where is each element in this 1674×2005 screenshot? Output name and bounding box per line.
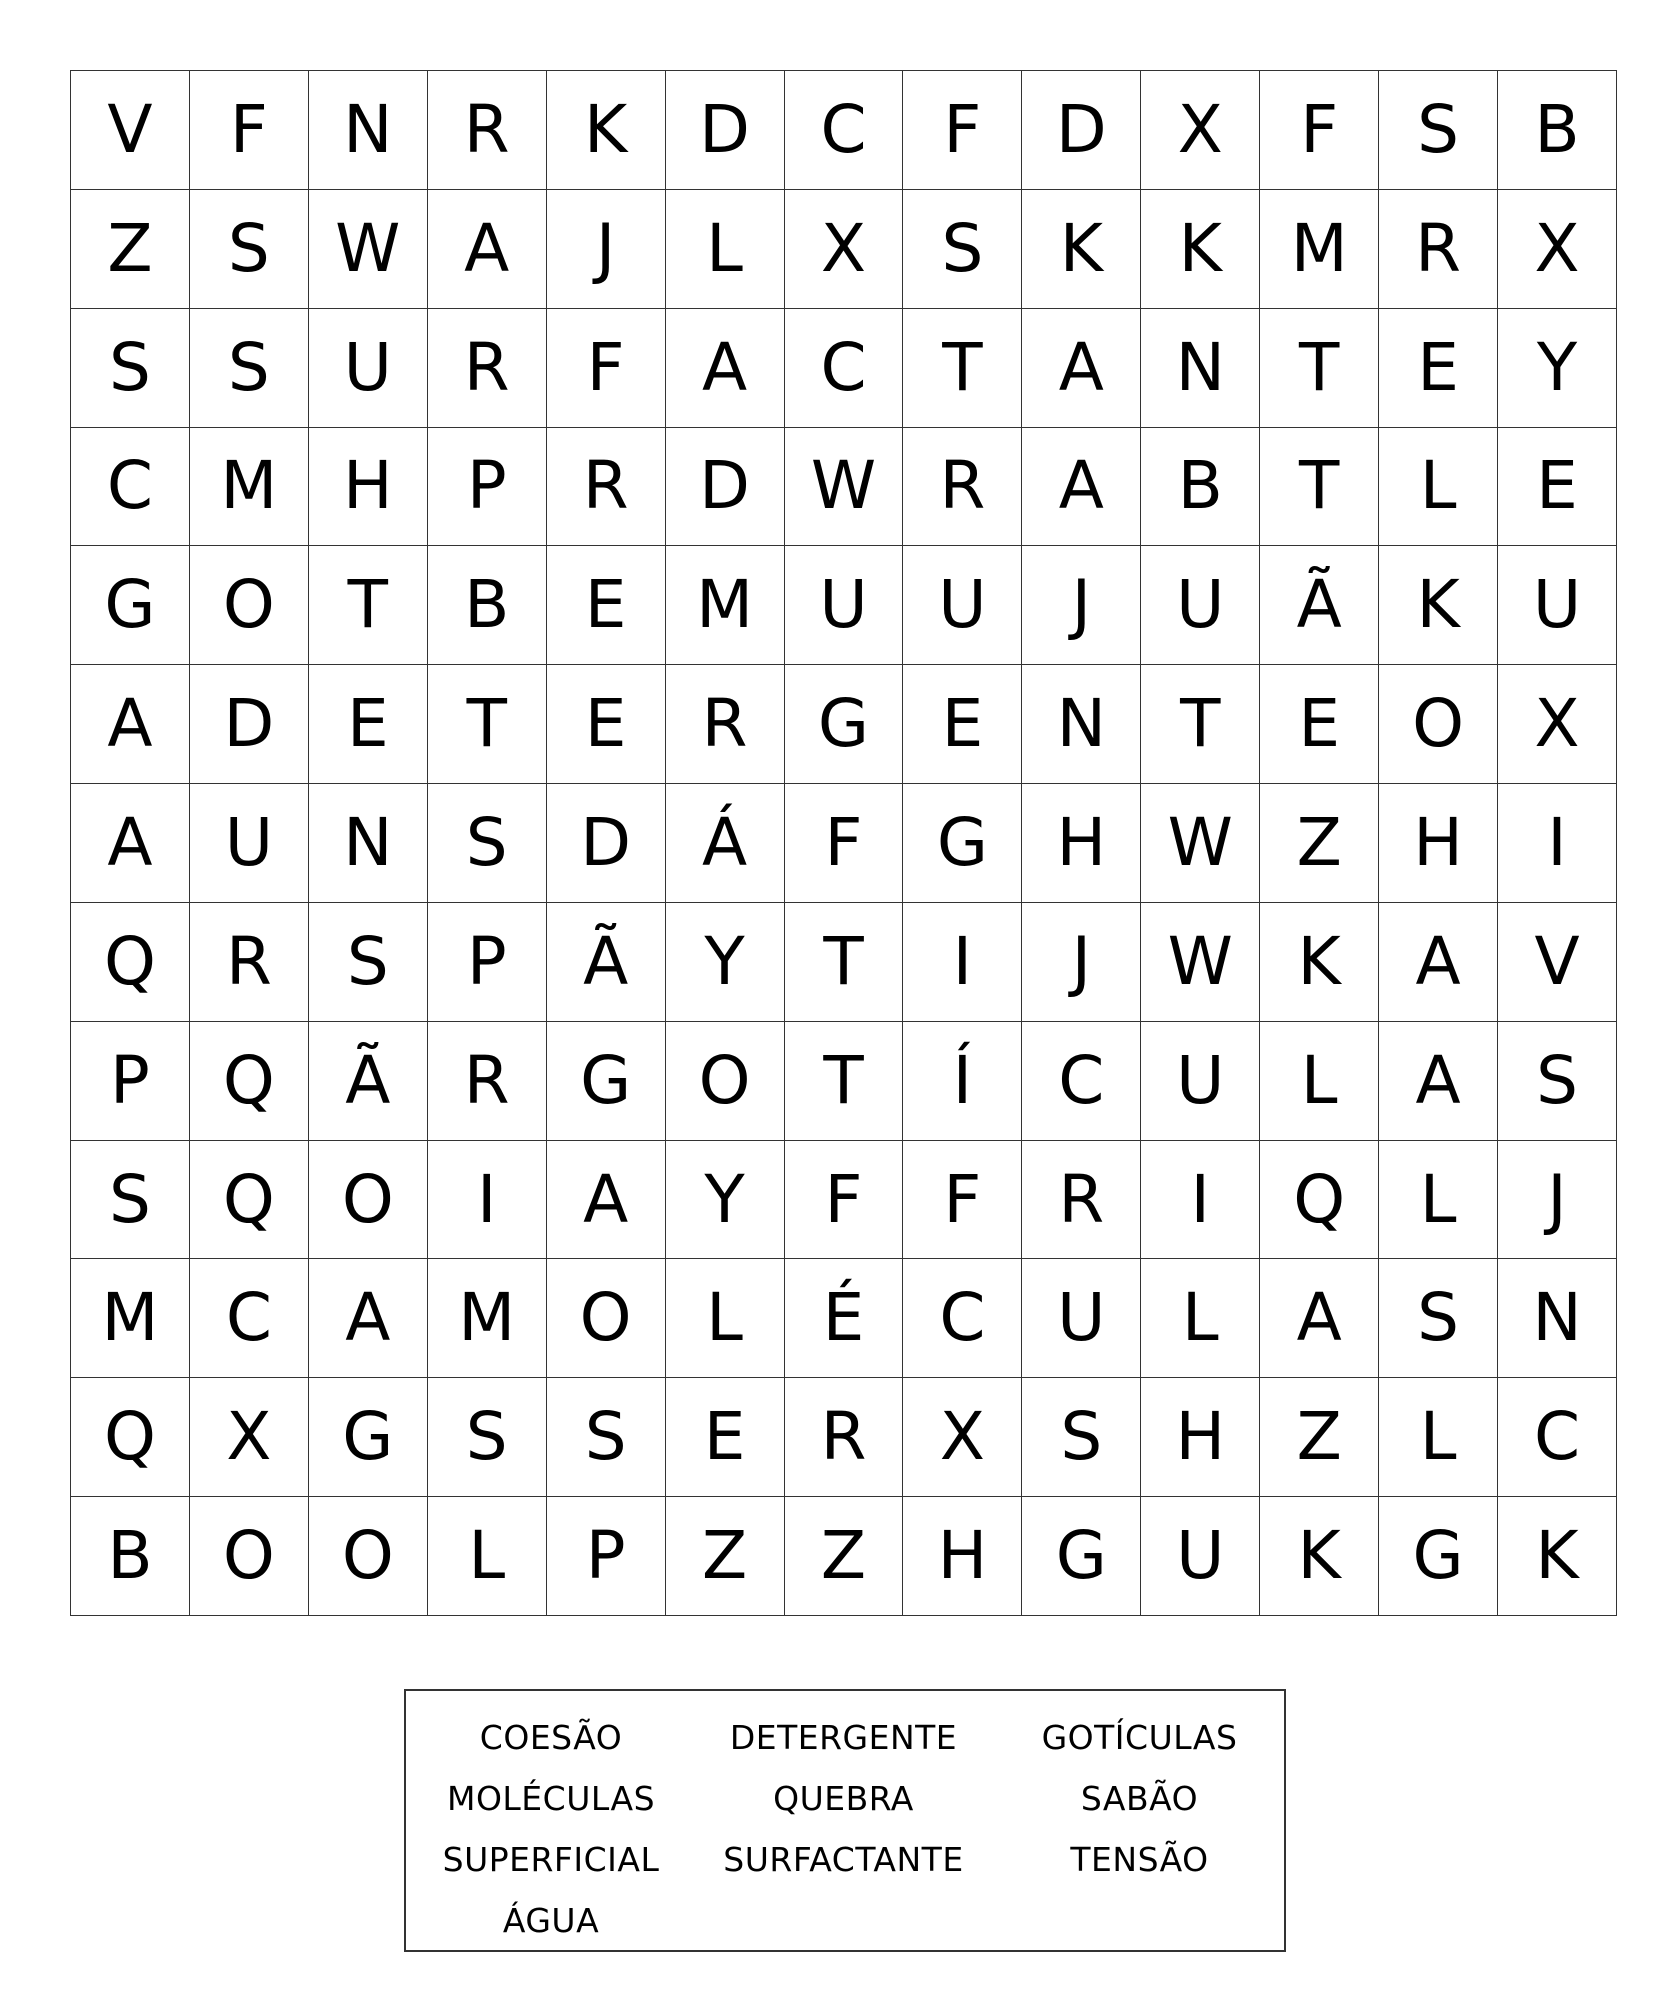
grid-cell[interactable]: F [785, 784, 904, 903]
grid-cell[interactable]: U [1141, 546, 1260, 665]
grid-cell[interactable]: H [903, 1497, 1022, 1616]
grid-cell[interactable]: Q [1260, 1141, 1379, 1260]
grid-cell[interactable]: M [1260, 190, 1379, 309]
grid-cell[interactable]: S [547, 1378, 666, 1497]
grid-cell[interactable]: T [309, 546, 428, 665]
grid-cell[interactable]: A [1379, 1022, 1498, 1141]
grid-cell[interactable]: K [547, 71, 666, 190]
grid-cell[interactable]: R [428, 1022, 547, 1141]
grid-cell[interactable]: S [309, 903, 428, 1022]
grid-cell[interactable]: E [1260, 665, 1379, 784]
grid-cell[interactable]: R [785, 1378, 904, 1497]
grid-cell[interactable]: T [903, 309, 1022, 428]
grid-cell[interactable]: É [785, 1259, 904, 1378]
word-list-item: QUEBRA [773, 1779, 914, 1818]
grid-cell[interactable]: T [428, 665, 547, 784]
grid-cell[interactable]: X [1498, 190, 1617, 309]
grid-cell[interactable]: G [71, 546, 190, 665]
grid-cell[interactable]: J [1498, 1141, 1617, 1260]
grid-cell[interactable]: I [1141, 1141, 1260, 1260]
grid-cell[interactable]: P [547, 1497, 666, 1616]
grid-cell[interactable]: G [547, 1022, 666, 1141]
grid-cell[interactable]: S [428, 784, 547, 903]
grid-cell[interactable]: Q [71, 1378, 190, 1497]
grid-cell[interactable]: Z [785, 1497, 904, 1616]
grid-cell[interactable]: L [1379, 1378, 1498, 1497]
grid-cell[interactable]: K [1379, 546, 1498, 665]
grid-cell[interactable]: G [309, 1378, 428, 1497]
grid-cell[interactable]: G [785, 665, 904, 784]
grid-cell[interactable]: Q [71, 903, 190, 1022]
grid-cell[interactable]: S [190, 309, 309, 428]
word-list-item: DETERGENTE [729, 1718, 958, 1757]
grid-cell[interactable]: S [1498, 1022, 1617, 1141]
grid-cell[interactable]: G [1022, 1497, 1141, 1616]
grid-cell[interactable]: M [190, 428, 309, 547]
word-list-item: SUPERFICIAL [442, 1840, 660, 1879]
grid-cell[interactable]: U [1498, 546, 1617, 665]
grid-cell[interactable]: W [1141, 784, 1260, 903]
grid-cell[interactable]: N [1022, 665, 1141, 784]
grid-cell[interactable]: D [190, 665, 309, 784]
grid-cell[interactable]: J [1022, 546, 1141, 665]
grid-cell[interactable]: E [547, 546, 666, 665]
grid-cell[interactable]: K [1260, 1497, 1379, 1616]
word-list-item: SURFACTANTE [723, 1840, 964, 1879]
grid-cell[interactable]: M [428, 1259, 547, 1378]
grid-cell[interactable]: L [666, 1259, 785, 1378]
grid-cell[interactable]: C [1498, 1378, 1617, 1497]
grid-cell[interactable]: R [1022, 1141, 1141, 1260]
grid-cell[interactable]: U [1141, 1022, 1260, 1141]
word-list-item: GOTÍCULAS [1041, 1718, 1238, 1757]
grid-cell[interactable]: B [71, 1497, 190, 1616]
grid-cell[interactable]: O [309, 1141, 428, 1260]
grid-cell[interactable]: S [903, 190, 1022, 309]
grid-cell[interactable]: A [666, 309, 785, 428]
grid-cell[interactable]: A [428, 190, 547, 309]
grid-cell[interactable]: I [1498, 784, 1617, 903]
word-search-grid [70, 70, 1617, 1616]
grid-cell[interactable]: F [1260, 71, 1379, 190]
grid-cell[interactable]: N [1498, 1259, 1617, 1378]
grid-cell[interactable]: A [71, 665, 190, 784]
grid-cell[interactable]: L [1379, 1141, 1498, 1260]
grid-cell[interactable]: L [666, 190, 785, 309]
grid-cell[interactable]: X [785, 190, 904, 309]
grid-cell[interactable]: X [190, 1378, 309, 1497]
grid-cell[interactable]: D [666, 428, 785, 547]
grid-cell[interactable]: A [547, 1141, 666, 1260]
grid-cell[interactable]: D [547, 784, 666, 903]
grid-cell[interactable]: U [1022, 1259, 1141, 1378]
grid-cell[interactable]: F [785, 1141, 904, 1260]
grid-cell[interactable]: F [903, 1141, 1022, 1260]
grid-cell[interactable]: E [309, 665, 428, 784]
grid-cell[interactable]: N [309, 71, 428, 190]
word-list-item: COESÃO [479, 1718, 623, 1757]
grid-cell[interactable]: Z [71, 190, 190, 309]
grid-cell[interactable]: R [428, 309, 547, 428]
grid-cell[interactable]: L [1379, 428, 1498, 547]
grid-cell[interactable]: T [1141, 665, 1260, 784]
grid-cell[interactable]: H [1141, 1378, 1260, 1497]
grid-cell[interactable]: Y [666, 1141, 785, 1260]
word-list-item: ÁGUA [502, 1901, 600, 1940]
grid-cell[interactable]: L [428, 1497, 547, 1616]
word-list [406, 1707, 1284, 1951]
grid-cell[interactable]: B [1498, 71, 1617, 190]
grid-cell[interactable]: B [1141, 428, 1260, 547]
grid-cell[interactable]: U [903, 546, 1022, 665]
grid-cell[interactable]: I [428, 1141, 547, 1260]
grid-cell[interactable]: Ã [309, 1022, 428, 1141]
grid-cell[interactable]: G [1379, 1497, 1498, 1616]
grid-cell[interactable]: X [1498, 665, 1617, 784]
grid-cell[interactable]: R [190, 903, 309, 1022]
grid-cell[interactable]: A [309, 1259, 428, 1378]
grid-cell[interactable]: R [547, 428, 666, 547]
grid-cell[interactable]: U [1141, 1497, 1260, 1616]
grid-cell[interactable]: S [1022, 1378, 1141, 1497]
grid-cell[interactable]: R [666, 665, 785, 784]
word-list-item: SABÃO [1080, 1779, 1199, 1818]
grid-cell[interactable]: O [547, 1259, 666, 1378]
grid-cell[interactable]: Q [190, 1022, 309, 1141]
grid-cell[interactable]: D [1022, 71, 1141, 190]
grid-cell[interactable]: J [1022, 903, 1141, 1022]
grid-cell[interactable]: O [309, 1497, 428, 1616]
grid-cell[interactable]: S [71, 1141, 190, 1260]
grid-cell[interactable]: B [428, 546, 547, 665]
word-list-item: TENSÃO [1070, 1840, 1209, 1879]
grid-cell[interactable]: C [71, 428, 190, 547]
grid-cell[interactable]: O [190, 1497, 309, 1616]
grid-cell[interactable]: E [666, 1378, 785, 1497]
grid-cell[interactable]: Ã [547, 903, 666, 1022]
grid-cell[interactable]: K [1022, 190, 1141, 309]
grid-cell[interactable]: N [1141, 309, 1260, 428]
grid-cell[interactable]: O [1379, 665, 1498, 784]
grid-cell[interactable]: R [903, 428, 1022, 547]
grid-cell[interactable]: R [1379, 190, 1498, 309]
grid-cell[interactable]: M [666, 546, 785, 665]
grid-cell[interactable]: U [190, 784, 309, 903]
grid-cell[interactable]: E [903, 665, 1022, 784]
grid-cell[interactable]: O [190, 546, 309, 665]
grid-cell[interactable]: E [1379, 309, 1498, 428]
grid-cell[interactable]: N [309, 784, 428, 903]
grid-cell[interactable]: M [71, 1259, 190, 1378]
grid-cell[interactable]: L [1260, 1022, 1379, 1141]
grid-cell[interactable]: T [785, 1022, 904, 1141]
grid-cell[interactable]: H [1379, 784, 1498, 903]
grid-cell[interactable]: C [785, 71, 904, 190]
grid-cell[interactable]: C [785, 309, 904, 428]
grid-cell[interactable]: A [1022, 309, 1141, 428]
grid-cell[interactable]: U [309, 309, 428, 428]
grid-cell[interactable]: A [1260, 1259, 1379, 1378]
word-list-box [404, 1689, 1286, 1952]
grid-cell[interactable]: X [1141, 71, 1260, 190]
grid-cell[interactable]: Í [903, 1022, 1022, 1141]
grid-cell[interactable]: Y [666, 903, 785, 1022]
grid-cell[interactable]: Á [666, 784, 785, 903]
grid-cell[interactable]: C [190, 1259, 309, 1378]
grid-cell[interactable]: F [547, 309, 666, 428]
grid-cell[interactable]: H [309, 428, 428, 547]
grid-cell[interactable]: F [903, 71, 1022, 190]
grid-cell[interactable]: P [428, 903, 547, 1022]
grid-cell[interactable]: Z [1260, 784, 1379, 903]
grid-cell[interactable]: O [666, 1022, 785, 1141]
grid-cell[interactable]: W [785, 428, 904, 547]
grid-cell[interactable]: R [428, 71, 547, 190]
grid-cell[interactable]: F [190, 71, 309, 190]
grid-cell[interactable]: T [1260, 309, 1379, 428]
grid-cell[interactable]: G [903, 784, 1022, 903]
grid-cell[interactable]: I [903, 903, 1022, 1022]
grid-cell[interactable]: X [903, 1378, 1022, 1497]
grid-cell[interactable]: H [1022, 784, 1141, 903]
grid-cell[interactable]: W [1141, 903, 1260, 1022]
grid-cell[interactable]: K [1498, 1497, 1617, 1616]
grid-cell[interactable]: Y [1498, 309, 1617, 428]
grid-cell[interactable]: J [547, 190, 666, 309]
grid-cell[interactable]: P [71, 1022, 190, 1141]
grid-cell[interactable]: Q [190, 1141, 309, 1260]
grid-cell[interactable]: Z [1260, 1378, 1379, 1497]
grid-cell[interactable]: W [309, 190, 428, 309]
grid-cell[interactable]: L [1141, 1259, 1260, 1378]
grid-cell[interactable]: T [1260, 428, 1379, 547]
grid-cell[interactable]: A [71, 784, 190, 903]
grid-cell[interactable]: A [1379, 903, 1498, 1022]
grid-cell[interactable]: C [1022, 1022, 1141, 1141]
grid-cell[interactable]: A [1022, 428, 1141, 547]
grid-cell[interactable]: U [785, 546, 904, 665]
grid-cell[interactable]: E [1498, 428, 1617, 547]
grid-cell[interactable]: Ã [1260, 546, 1379, 665]
grid-cell[interactable]: S [1379, 1259, 1498, 1378]
grid-cell[interactable]: V [1498, 903, 1617, 1022]
grid-cell[interactable]: T [785, 903, 904, 1022]
grid-cell[interactable]: D [666, 71, 785, 190]
grid-cell[interactable]: P [428, 428, 547, 547]
grid-cell[interactable]: C [903, 1259, 1022, 1378]
grid-cell[interactable]: S [428, 1378, 547, 1497]
grid-cell[interactable]: S [71, 309, 190, 428]
grid-cell[interactable]: S [1379, 71, 1498, 190]
grid-cell[interactable]: V [71, 71, 190, 190]
grid-cell[interactable]: K [1141, 190, 1260, 309]
grid-cell[interactable]: K [1260, 903, 1379, 1022]
word-list-item: MOLÉCULAS [446, 1779, 656, 1818]
grid-cell[interactable]: E [547, 665, 666, 784]
grid-cell[interactable]: S [190, 190, 309, 309]
grid-cell[interactable]: Z [666, 1497, 785, 1616]
